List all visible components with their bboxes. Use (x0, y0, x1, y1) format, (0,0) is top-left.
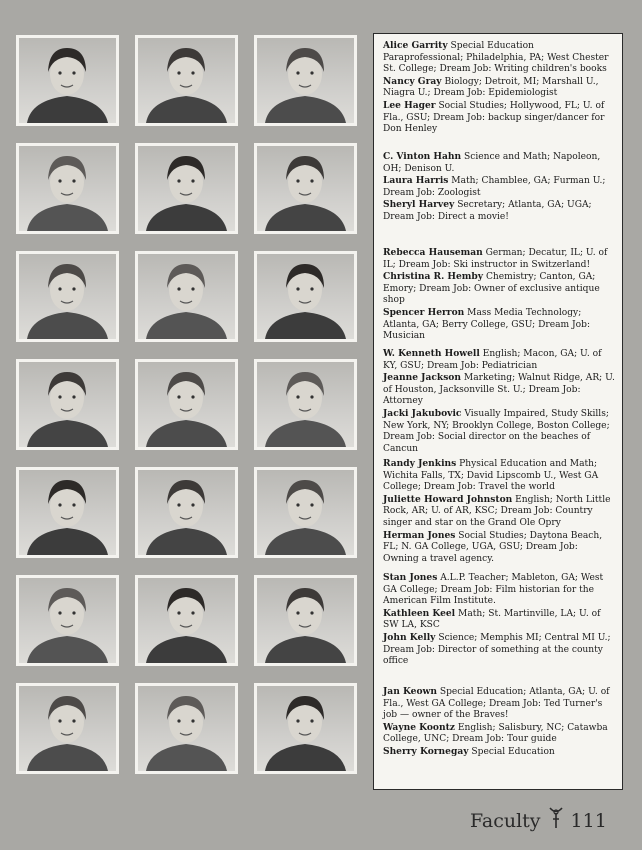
faculty-bios-panel (373, 33, 623, 790)
faculty-portrait (135, 251, 238, 342)
faculty-details: Special Education Paraprofessional; Philadelphia, PA; West Chester St. College; Dream Job: Writing children's books (383, 41, 609, 75)
faculty-name: Christina R. Hemby (383, 271, 484, 283)
faculty-details: Secretary; Atlanta, GA; UGA; Dream Job: Direct a movie! (383, 200, 592, 222)
faculty-details: Chemistry; Canton, GA; Emory; Dream Job: Owner of exclusive antique shop (383, 272, 600, 306)
faculty-portrait (135, 575, 238, 666)
faculty-name: Kathleen Keel (383, 607, 456, 619)
faculty-name: John Kelly (383, 631, 436, 643)
faculty-name: Jacki Jakubovic (383, 407, 462, 419)
faculty-details: Social Studies; Hollywood, FL; U. of Fla., GSU; Dream Job: backup singer/dancer for Don Henley (383, 100, 605, 135)
faculty-portrait (254, 683, 357, 774)
faculty-details: A.L.P. Teacher; Mableton, GA; West GA College; Dream Job: Film historian for the American Film Institute. (383, 573, 604, 607)
faculty-details: Biology; Detroit, MI; Marshall U., Niagra U.; Dream Job: Epidemiologist (383, 76, 599, 99)
bio-entry (383, 271, 615, 307)
faculty-name: Rebecca Hauseman (383, 247, 483, 258)
bio-entry (383, 722, 615, 746)
page-number: 111 (570, 809, 607, 832)
bio-entry (383, 151, 615, 175)
faculty-portrait (16, 575, 119, 666)
bio-group (383, 247, 615, 343)
faculty-name: Alice Garrity (383, 40, 448, 51)
faculty-portrait (254, 251, 357, 342)
faculty-details: Science; Memphis MI; Central MI U.; Dream Job: Director of something at the county office (383, 632, 611, 667)
faculty-name: Laura Harris (383, 175, 449, 187)
faculty-portrait (135, 683, 238, 774)
faculty-portrait (254, 359, 357, 450)
faculty-name: Wayne Koontz (383, 721, 455, 733)
faculty-portrait (16, 683, 119, 774)
bio-entry (383, 40, 615, 76)
faculty-name: W. Kenneth Howell (383, 348, 480, 359)
faculty-details: Social Studies; Daytona Beach, FL; N. GA College, UGA, GSU; Dream Job: Owning a travel agency. (383, 530, 603, 564)
bio-entry (383, 632, 615, 668)
bio-entry (383, 100, 615, 136)
faculty-portrait (135, 467, 238, 558)
bio-entry (383, 372, 615, 408)
bio-entry (383, 458, 615, 494)
bio-entry (383, 307, 615, 343)
bio-entry (383, 746, 615, 759)
faculty-name: Juliette Howard Johnston (383, 493, 513, 505)
faculty-details: Math; Chamblee, GA; Furman U.; Dream Job: Zoologist (383, 176, 606, 198)
faculty-details: Physical Education and Math; Wichita Falls, TX; David Lipscomb U., West GA College; Dream Job: Travel the world (383, 459, 599, 493)
bio-group (383, 458, 615, 565)
bio-group (383, 40, 615, 136)
faculty-details: English; Salisbury, NC; Catawba College, UNC; Dream Job: Tour guide (383, 722, 608, 745)
faculty-portrait (16, 35, 119, 126)
faculty-portrait (16, 359, 119, 450)
faculty-name: Randy Jenkins (383, 458, 457, 469)
faculty-details: Marketing; Walnut Ridge, AR; U. of Houston, Jacksonville St. U.; Dream Job: Attorney (383, 373, 615, 407)
faculty-portrait (254, 467, 357, 558)
faculty-portrait (16, 251, 119, 342)
faculty-portrait (16, 143, 119, 234)
faculty-name: Jan Keown (383, 686, 437, 697)
bio-group (383, 686, 615, 759)
faculty-portrait (254, 143, 357, 234)
faculty-portrait (254, 575, 357, 666)
faculty-name: Lee Hager (383, 99, 436, 111)
faculty-name: Jeanne Jackson (383, 372, 461, 384)
faculty-details: Mass Media Technology; Atlanta, GA; Berry College, GSU; Dream Job: Musician (383, 307, 591, 342)
faculty-name: Sherry Kornegay (383, 745, 469, 757)
bio-entry (383, 408, 615, 455)
faculty-name: Sheryl Harvey (383, 199, 455, 211)
bio-entry (383, 175, 615, 199)
bio-entry (383, 348, 615, 372)
bio-entry (383, 530, 615, 566)
faculty-name: C. Vinton Hahn (383, 151, 462, 162)
faculty-details: German; Decatur, IL; U. of IL; Dream Job: Ski instructor in Switzerland! (383, 248, 608, 270)
faculty-portrait (135, 143, 238, 234)
faculty-name: Nancy Gray (383, 75, 442, 87)
faculty-emblem-icon (547, 806, 565, 835)
bio-entry (383, 76, 615, 100)
bio-group (383, 572, 615, 668)
faculty-name: Stan Jones (383, 572, 438, 583)
faculty-details: English; North Little Rock, AR; U. of AR, KSC; Dream Job: Country singer and star on the Grand Ole Opry (383, 494, 611, 528)
section-title: Faculty (470, 809, 541, 832)
faculty-name: Herman Jones (383, 529, 456, 541)
bio-entry (383, 247, 615, 271)
faculty-details: Math; St. Martinville, LA; U. of SW LA, KSC (383, 608, 601, 631)
faculty-name: Spencer Herron (383, 306, 465, 318)
faculty-details: Visually Impaired, Study Skills; New York, NY; Brooklyn College, Boston College; Dream Job: Social director on the beaches of Cancun (383, 408, 610, 454)
faculty-portrait (254, 35, 357, 126)
bio-entry (383, 608, 615, 632)
bio-entry (383, 494, 615, 530)
faculty-details: Special Education; Atlanta, GA; U. of Fla., West GA College; Dream Job: Ted Turner's job — owner of the Braves! (383, 687, 610, 721)
bio-entry (383, 686, 615, 722)
page-footer (470, 806, 607, 835)
bio-group (383, 151, 615, 224)
bio-entry (383, 572, 615, 608)
faculty-portrait (16, 467, 119, 558)
bio-entry (383, 199, 615, 223)
faculty-details: Special Education (468, 746, 555, 757)
bio-group (383, 348, 615, 455)
faculty-portrait (135, 359, 238, 450)
faculty-portrait (135, 35, 238, 126)
faculty-details: English; Macon, GA; U. of KY, GSU; Dream Job: Pediatrician (383, 349, 602, 371)
faculty-details: Science and Math; Napoleon, OH; Denison U. (383, 152, 601, 174)
